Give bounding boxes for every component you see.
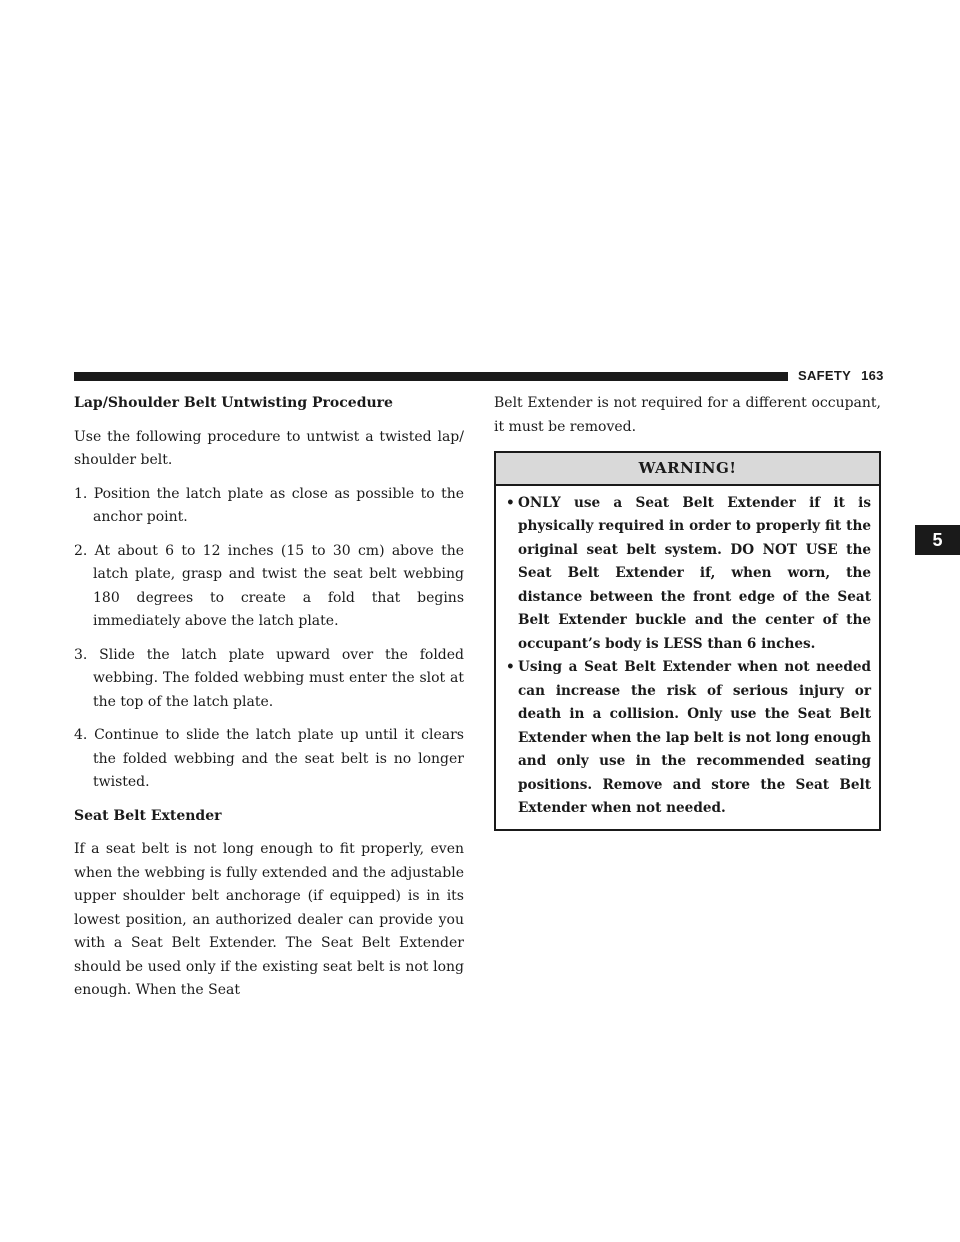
warning-body [496, 486, 879, 829]
heading-seat-belt-extender: Seat Belt Extender [74, 807, 222, 824]
header-rule [74, 372, 788, 381]
extender-paragraph: If a seat belt is not long enough to fit properly, even when the webbing is fully extended and the adjustable upper shoulder belt anchorage (if equipped) is in its lowest position, an authorized dealer can provide you with a Seat Belt Extender. The Seat Belt Extender should be used only if the existing seat belt is not long enough. When the Seat [74, 841, 464, 998]
warning-item-text: Using a Seat Belt Extender when not needed can increase the risk of serious injury or death in a collision. Only use the Seat Belt Extender when the lap belt is not long enough and only use in the recommended seating positions. Remove and store the Seat Belt Extender when not needed. [518, 659, 871, 816]
list-item: 4. Continue to slide the latch plate up until it clears the folded webbing and the seat belt is no longer twisted. [74, 727, 464, 790]
section-title: SAFETY [798, 368, 852, 383]
warning-item-text: ONLY use a Seat Belt Extender if it is physically required in order to properly fit the original seat belt system. DO NOT USE the Seat Belt Extender if, when worn, the distance between the front edge of the Seat Belt Extender buckle and the center of the occupant’s body is LESS than 6 inches. [518, 494, 871, 652]
untwist-steps-list [74, 483, 464, 795]
bullet-icon: • [506, 659, 515, 675]
page-number: 163 [861, 368, 884, 383]
list-item: 1. Position the latch plate as close as possible to the anchor point. [74, 485, 464, 525]
right-column [494, 392, 881, 831]
running-header [798, 368, 884, 383]
heading-untwisting-procedure: Lap/Shoulder Belt Untwisting Procedure [74, 395, 393, 411]
continuation-paragraph: Belt Extender is not required for a different occupant, it must be removed. [494, 395, 881, 435]
left-column [74, 392, 464, 1003]
chapter-tab: 5 [915, 525, 960, 555]
list-item: 2. At about 6 to 12 inches (15 to 30 cm) above the latch plate, grasp and twist the seat belt webbing 180 degrees to create a fold that begins immediately above the latch plate. [74, 542, 464, 629]
warning-item [506, 492, 871, 657]
warning-title: WARNING! [496, 453, 879, 486]
intro-paragraph: Use the following procedure to untwist a twisted lap/ shoulder belt. [74, 428, 464, 468]
warning-item [506, 656, 871, 821]
warning-box [494, 451, 881, 831]
list-item: 3. Slide the latch plate upward over the folded webbing. The folded webbing must enter the slot at the top of the latch plate. [74, 646, 464, 710]
bullet-icon: • [506, 494, 515, 511]
